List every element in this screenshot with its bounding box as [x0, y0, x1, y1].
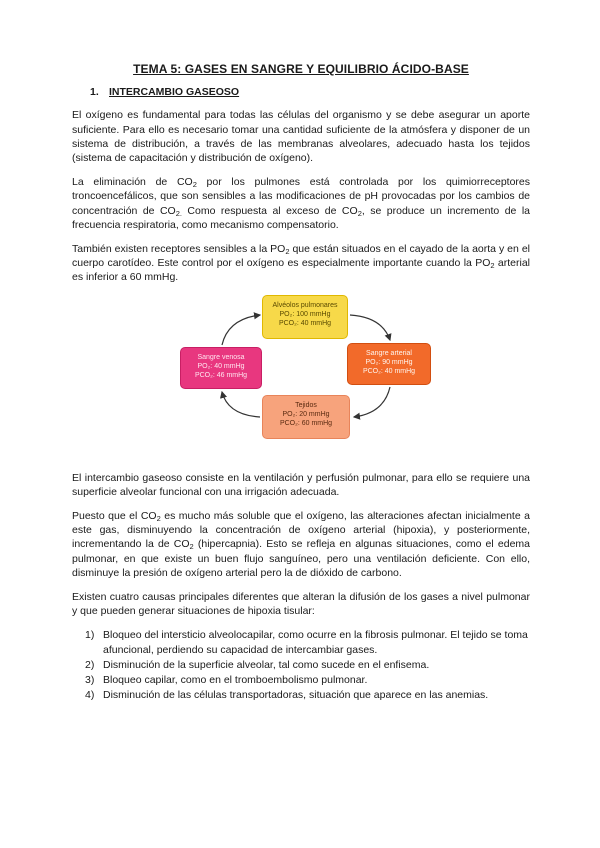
- causes-list: [72, 628, 530, 702]
- page-title: TEMA 5: GASES EN SANGRE Y EQUILIBRIO ÁCIDO-BASE: [133, 62, 469, 76]
- paragraph-1: El oxígeno es fundamental para todas las células del organismo y se debe asegurar un aporte suficiente. Para ello es necesario tomar una cantidad suficiente de la atmósfera y disponer de un sistema de distribución, a través de las membranas alveolares, adecuado hasta los tejidos (sistema de capacitación y distribución de oxígeno).: [72, 109, 530, 165]
- arrow-arterial-to-tejidos: [354, 387, 390, 417]
- arrow-alveolos-to-arterial: [350, 315, 390, 340]
- alveolos-box: Alvéolos pulmonares PO₂: 100 mmHg PCO₂: 40 mmHg: [262, 295, 348, 339]
- document-page: [72, 62, 530, 703]
- list-item: 4) Disminución de las células transportadoras, situación que aparece en las anemias.: [85, 689, 489, 702]
- paragraph-2: La eliminación de $CO_2$ por los pulmones está controlada por los quimiorreceptores troncoencefálicos, que son sensibles a las modificaciones de pH provocadas por los cambios de concentración de $CO_{2.}$ Como respuesta al exceso de $CO_2$, se produce un incremento de la frecuencia respiratoria, como mecanismo compensatorio.: [72, 176, 531, 231]
- paragraph-6: Existen cuatro causas principales diferentes que alteran la difusión de los gases a nivel pulmonar y que pueden generar situaciones de hipoxia tisular:: [72, 591, 530, 618]
- paragraph-3: También existen receptores sensibles a la $PO_2$ que están situados en el cayado de la aorta y en el cuerpo carotídeo. Este control por el oxígeno es especialmente importante cuando la $PO_2$ arterial es inferior a 60 mmHg.: [72, 243, 531, 284]
- list-item: 1) Bloqueo del intersticio alveolocapilar, como ocurre en la fibrosis pulmonar. El tejido se toma afuncional, perdiendo su capacidad de intercambiar gases.: [85, 629, 528, 656]
- tejidos-box: Tejidos PO₂: 20 mmHg PCO₂: 60 mmHg: [262, 395, 350, 439]
- arrow-tejidos-to-venosa: [222, 392, 260, 417]
- gas-exchange-diagram: [72, 295, 530, 459]
- arrow-venosa-to-alveolos: [222, 315, 260, 345]
- sangre-venosa-box: Sangre venosa PO₂: 40 mmHg PCO₂: 46 mmHg: [180, 347, 262, 389]
- section-number: 1.: [90, 86, 99, 99]
- section-heading: [90, 85, 530, 99]
- paragraph-4: El intercambio gaseoso consiste en la ventilación y perfusión pulmonar, para ello se requiere una superficie alveolar funcional con una irrigación adecuada.: [72, 471, 530, 498]
- list-item: 3) Bloqueo capilar, como en el tromboembolismo pulmonar.: [85, 674, 368, 687]
- section-title: INTERCAMBIO GASEOSO: [109, 86, 240, 99]
- sangre-arterial-box: Sangre arterial PO₂: 90 mmHg PCO₂: 40 mmHg: [347, 343, 431, 385]
- paragraph-5: Puesto que el $CO_2$ es mucho más soluble que el oxígeno, las alteraciones afectan inicialmente a este gas, disminuyendo la concentración de oxígeno arterial (hipoxia), y posteriormente, incrementando la de $CO_2$ (hipercapnia). Esto se refleja en algunas situaciones, como el edema pulmonar, en que existe un buen flujo sanguíneo, pero una ventilación deficiente. Con ello, disminuye la presión de oxígeno arterial pero la de dióxido de carbono.: [72, 510, 530, 579]
- list-item: 2) Disminución de la superficie alveolar, tal como sucede en el enfisema.: [85, 658, 430, 671]
